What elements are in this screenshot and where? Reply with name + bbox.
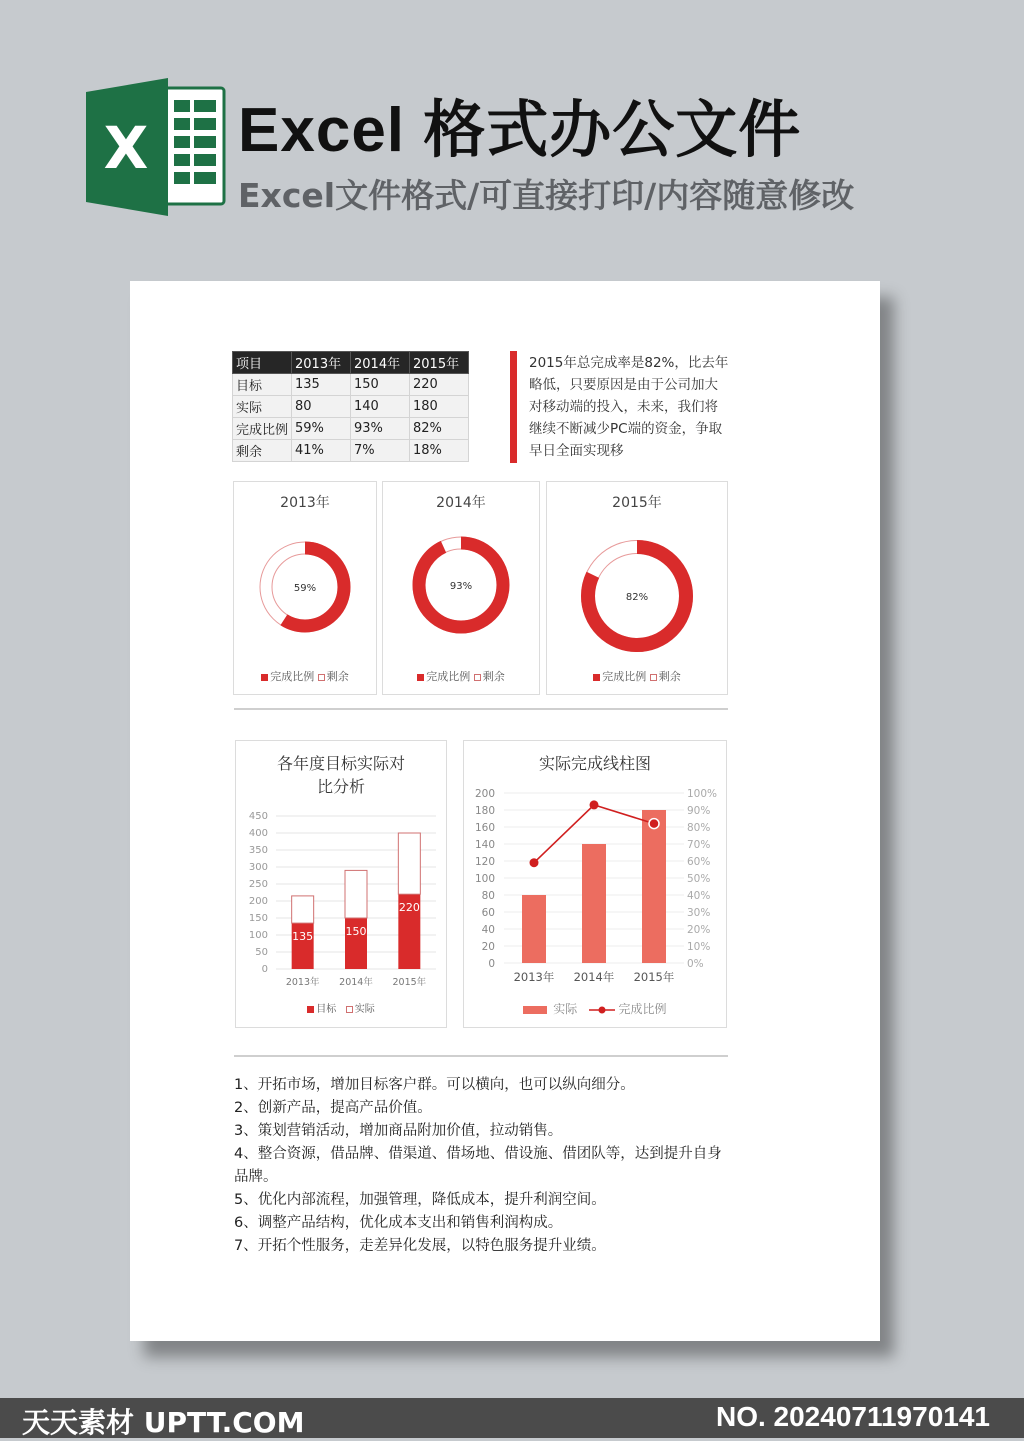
donut-center-label: 82% [625,592,649,603]
legend-swatch-remain [474,674,481,681]
donut-center-label: 93% [449,581,473,592]
y2-tick-label: 70% [687,839,711,851]
list-item: 2、创新产品，提高产品价值。 [234,1100,432,1116]
note-accent-bar [510,351,517,463]
legend-swatch-actual [346,1006,353,1013]
action-list [234,1074,734,1258]
y-tick-label: 150 [248,913,268,924]
table-cell: 180 [410,396,469,418]
bar-actual [522,895,546,963]
divider [234,1055,728,1057]
footer-bar [0,1398,1024,1438]
bar-actual [398,833,420,894]
table-cell: 150 [351,374,410,396]
x-tick-label: 2013年 [513,970,555,984]
y2-tick-label: 60% [687,856,711,868]
x-tick-label: 2014年 [339,977,373,988]
legend-bar: 实际 [553,1002,578,1016]
table-header-cell: 2014年 [351,352,410,374]
bar-chart-legend [236,1000,446,1015]
y-tick-label: 180 [474,805,495,817]
donut-chart [547,512,727,672]
donut-chart [383,512,539,672]
y-tick-label: 60 [481,907,495,919]
list-item: 3、策划营销活动，增加商品附加价值，拉动销售。 [234,1123,563,1139]
legend-swatch-complete [417,674,424,681]
donut-legend [547,668,727,684]
y-tick-label: 20 [481,941,495,953]
list-item: 7、开拓个性服务，走差异化发展，以特色服务提升业绩。 [234,1238,606,1254]
y-tick-label: 350 [248,845,268,856]
completion-point [590,800,599,809]
legend-complete: 完成比例 [602,670,647,683]
legend-remain: 剩余 [482,670,505,683]
donut-center-label: 59% [293,583,317,594]
legend-remain: 剩余 [658,670,681,683]
y2-tick-label: 90% [687,805,711,817]
legend-swatch-bar [523,1006,547,1014]
table-cell: 实际 [233,396,292,418]
y-tick-label: 120 [474,856,495,868]
y2-tick-label: 20% [687,924,711,936]
legend-complete: 完成比例 [270,670,315,683]
header [0,0,1024,240]
divider [234,708,728,710]
y-tick-label: 40 [481,924,495,936]
legend-swatch-complete [593,674,600,681]
table-cell: 剩余 [233,440,292,462]
donut-title: 2015年 [612,495,662,511]
summary-note: 2015年总完成率是82%，比去年略低，只要原因是由于公司加大对移动端的投入，未来，我们将继续不断减少PC端的资金，争取早日全面实现移 [529,355,729,459]
legend-target: 目标 [316,1004,337,1015]
donut-legend [383,668,539,684]
data-table [232,351,469,462]
table-cell: 41% [292,440,351,462]
y-tick-label: 140 [474,839,495,851]
bar-data-label: 135 [292,930,314,944]
bar-actual [292,896,314,923]
list-item: 4、整合资源，借品牌、借渠道、借场地、借设施、借团队等，达到提升自身品牌。 [234,1146,722,1185]
y-tick-label: 50 [255,947,268,958]
footer-watermark: 天天素材 UPTT.COM [22,1406,305,1439]
y-tick-label: 0 [488,958,495,970]
donut-chart [234,512,376,672]
x-tick-label: 2014年 [573,970,615,984]
table-row [233,440,469,462]
list-item: 1、开拓市场，增加目标客户群。可以横向，也可以纵向细分。 [234,1077,635,1093]
donut-title: 2013年 [280,495,330,511]
legend-line: 完成比例 [618,1002,667,1016]
table-cell: 80 [292,396,351,418]
legend-swatch-complete [261,674,268,681]
y2-tick-label: 0% [687,958,704,970]
list-item: 6、调整产品结构，优化成本支出和销售利润构成。 [234,1215,563,1231]
completion-point [530,858,539,867]
chart-title-line1: 各年度目标实际对 [276,754,405,773]
bar-data-label: 220 [398,901,420,915]
legend-swatch-remain [650,674,657,681]
y-tick-label: 100 [248,930,268,941]
table-header-cell: 项目 [233,352,292,374]
document-subtitle: Excel文件格式/可直接打印/内容随意修改 [238,176,855,215]
donut-title: 2014年 [436,495,486,511]
y-tick-label: 450 [248,811,268,822]
donut-card-2014 [382,481,540,695]
y-tick-label: 200 [474,788,495,800]
table-row [233,374,469,396]
table-header-cell: 2013年 [292,352,351,374]
table-cell: 18% [410,440,469,462]
y2-tick-label: 30% [687,907,711,919]
document-title: Excel 格式办公文件 [238,96,802,165]
y-tick-label: 160 [474,822,495,834]
legend-swatch-remain [318,674,325,681]
y2-tick-label: 40% [687,890,711,902]
actual-completion-chart-card [463,740,727,1028]
document-page [130,281,880,1341]
x-tick-label: 2015年 [633,970,675,984]
table-cell: 59% [292,418,351,440]
bar-data-label: 150 [345,925,367,938]
footer-number: NO. 20240711970141 [715,1401,990,1432]
table-cell: 135 [292,374,351,396]
target-actual-bar-chart [236,801,446,1001]
y-tick-label: 80 [481,890,495,902]
bar-actual [582,844,606,963]
y-tick-label: 100 [474,873,495,885]
chart-title [236,752,446,798]
target-actual-chart-card [235,740,447,1028]
combo-chart-legend [464,1000,726,1017]
donut-legend [234,668,376,684]
x-tick-label: 2015年 [392,977,427,988]
table-cell: 82% [410,418,469,440]
donut-card-2015 [546,481,728,695]
legend-complete: 完成比例 [426,670,471,683]
logo-letter: X [103,114,149,182]
chart-title: 实际完成线柱图 [538,754,651,773]
legend-swatch-target [307,1006,314,1013]
y-tick-label: 250 [248,879,268,890]
y-tick-label: 300 [248,862,268,873]
table-header-row [233,352,469,374]
table-cell: 220 [410,374,469,396]
legend-remain: 剩余 [326,670,349,683]
bar-actual [642,810,666,963]
y2-tick-label: 50% [687,873,711,885]
legend-actual: 实际 [354,1004,375,1015]
table-cell: 93% [351,418,410,440]
table-cell: 目标 [233,374,292,396]
excel-logo-icon [86,76,228,218]
y-tick-label: 400 [248,828,268,839]
y-tick-label: 200 [248,896,268,907]
table-row [233,396,469,418]
table-header-cell: 2015年 [410,352,469,374]
legend-line-marker-icon [589,1005,615,1015]
y2-tick-label: 100% [687,788,718,800]
list-item: 5、优化内部流程，加强管理，降低成本，提升利润空间。 [234,1192,606,1208]
table-row [233,418,469,440]
x-tick-label: 2013年 [285,977,320,988]
y-tick-label: 0 [261,964,268,975]
y2-tick-label: 10% [687,941,711,953]
chart-title-line2: 比分析 [316,777,365,796]
table-cell: 140 [351,396,410,418]
completion-point [649,819,659,829]
actual-completion-combo-chart [464,781,726,991]
table-cell: 完成比例 [233,418,292,440]
table-cell: 7% [351,440,410,462]
bar-actual [345,870,367,918]
y2-tick-label: 80% [687,822,711,834]
donut-card-2013 [233,481,377,695]
